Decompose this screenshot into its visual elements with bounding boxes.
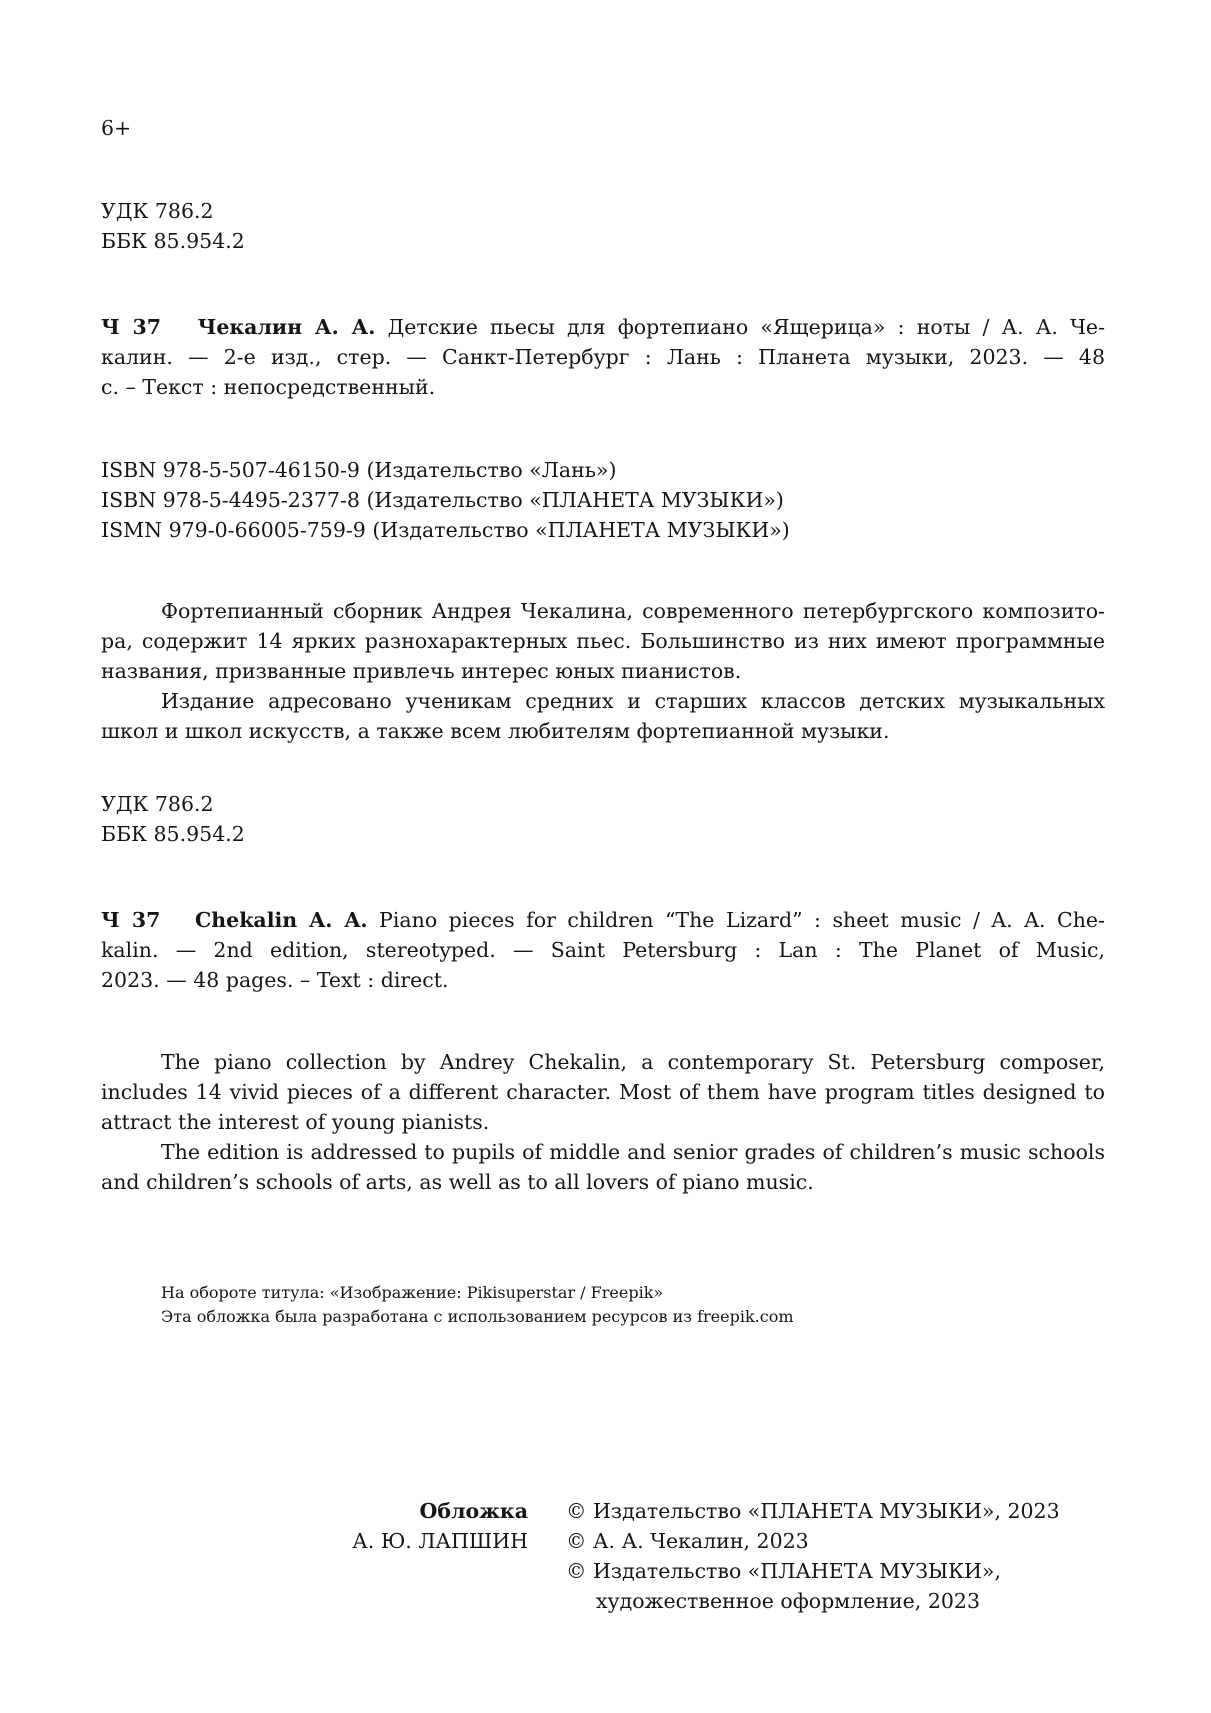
annotation-line: The edition is addressed to pupils of middle and senior grades of children’s music schools <box>161 1140 1105 1164</box>
biblio-line-3: с. – Текст : непосредственный. <box>101 375 436 399</box>
copyright-line: © А. А. Чекалин, 2023 <box>566 1529 809 1553</box>
annotation-line: ра, содержит 14 ярких разнохарактерных пьес. Большинство из них имеют программные <box>101 629 1105 653</box>
annotation-line: школ и школ искусств, а также всем любителям фортепианной музыки. <box>101 719 890 743</box>
cover-label: Обложка <box>419 1499 528 1523</box>
annotation-line: Фортепианный сборник Андрея Чекалина, современного петербургского композито- <box>161 599 1105 623</box>
image-credit <box>161 1281 1061 1329</box>
annotation-line: attract the interest of young pianists. <box>101 1110 490 1134</box>
udk-code: УДК 786.2 <box>101 792 214 816</box>
image-credit-line: Эта обложка была разработана с использованием ресурсов из freepik.com <box>161 1307 794 1326</box>
author-name: Chekalin A. A. <box>194 908 368 932</box>
cover-artist: А. Ю. ЛАПШИН <box>352 1529 528 1553</box>
udk-code: УДК 786.2 <box>101 199 214 223</box>
isbn-list <box>101 455 1105 545</box>
annotation-en <box>101 1047 1105 1197</box>
biblio-line-3: 2023. — 48 pages. – Text : direct. <box>101 968 449 992</box>
biblio-line-2: kalin. — 2nd edition, stereotyped. — Saint Petersburg : Lan : The Planet of Music, <box>101 938 1105 962</box>
annotation-line: названия, призванные привлечь интерес юных пианистов. <box>101 659 742 683</box>
annotation-line: The piano collection by Andrey Chekalin, a contemporary St. Petersburg composer, <box>161 1050 1105 1074</box>
author-mark: Ч 37 <box>101 908 161 932</box>
annotation-line: and children’s schools of arts, as well as to all lovers of piano music. <box>101 1170 814 1194</box>
annotation-line: Издание адресовано ученикам средних и старших классов детских музыкальных <box>161 689 1105 713</box>
age-rating: 6+ <box>101 116 132 140</box>
bibliographic-record-ru <box>101 312 1105 402</box>
isbn-lan: ISBN 978-5-507-46150-9 (Издательство «Лань») <box>101 458 617 482</box>
copyright-line: художественное оформление, 2023 <box>596 1589 981 1613</box>
isbn-planeta: ISBN 978-5-4495-2377-8 (Издательство «ПЛАНЕТА МУЗЫКИ») <box>101 488 784 512</box>
biblio-line-1: Ч 37 Chekalin A. A. Piano pieces for children “The Lizard” : sheet music / A. A. Che- <box>101 908 1105 932</box>
author-name: Чекалин А. А. <box>197 315 376 339</box>
copyright-line: © Издательство «ПЛАНЕТА МУЗЫКИ», <box>566 1559 1001 1583</box>
annotation-line: includes 14 vivid pieces of a different character. Most of them have program titles designed to <box>101 1080 1105 1104</box>
copyright-line: © Издательство «ПЛАНЕТА МУЗЫКИ», 2023 <box>566 1499 1060 1523</box>
biblio-line-2: калин. — 2-е изд., стер. — Санкт-Петербург : Лань : Планета музыки, 2023. — 48 <box>101 345 1105 369</box>
classification-ru <box>101 196 1105 256</box>
bbk-code: ББК 85.954.2 <box>101 822 245 846</box>
bibliographic-record-en <box>101 905 1105 995</box>
biblio-line-1: Ч 37 Чекалин А. А. Детские пьесы для фортепиано «Ящерица» : ноты / А. А. Че- <box>101 315 1105 339</box>
image-credit-line: На обороте титула: «Изображение: Pikisuperstar / Freepik» <box>161 1283 664 1302</box>
classification-en <box>101 789 1105 849</box>
author-mark: Ч 37 <box>101 315 162 339</box>
ismn-planeta: ISMN 979-0-66005-759-9 (Издательство «ПЛАНЕТА МУЗЫКИ») <box>101 518 790 542</box>
annotation-ru <box>101 596 1105 746</box>
cover-credit <box>300 1496 528 1556</box>
bbk-code: ББК 85.954.2 <box>101 229 245 253</box>
copyright-block <box>566 1496 1126 1616</box>
